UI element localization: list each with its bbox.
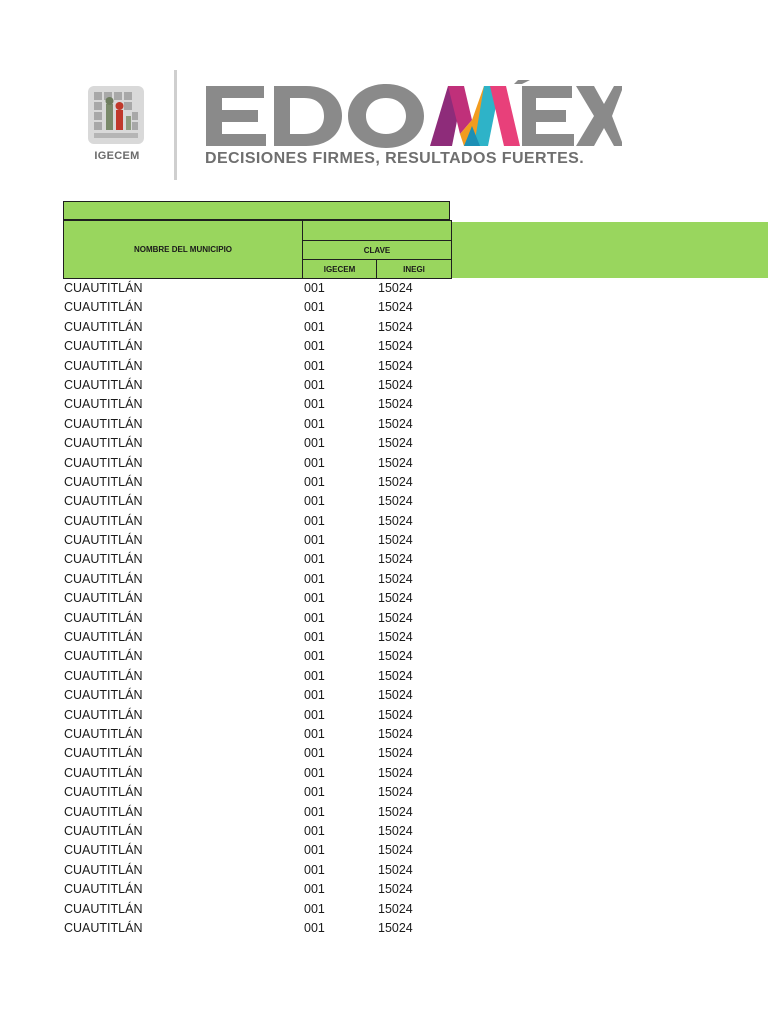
cell-municipio: CUAUTITLÁN [64, 726, 143, 741]
table-row [0, 841, 768, 860]
table-row [0, 589, 768, 608]
cell-igecem: 001 [304, 339, 325, 354]
cell-municipio: CUAUTITLÁN [64, 901, 143, 916]
table-row [0, 861, 768, 880]
cell-igecem: 001 [304, 862, 325, 877]
cell-inegi: 15024 [378, 668, 413, 683]
cell-municipio: CUAUTITLÁN [64, 533, 143, 548]
table-row [0, 570, 768, 589]
cell-igecem: 001 [304, 668, 325, 683]
cell-municipio: CUAUTITLÁN [64, 339, 143, 354]
cell-igecem: 001 [304, 785, 325, 800]
cell-inegi: 15024 [378, 281, 413, 295]
cell-inegi: 15024 [378, 533, 413, 548]
column-header-clave: CLAVE [302, 240, 452, 260]
cell-igecem: 001 [304, 649, 325, 664]
cell-igecem: 001 [304, 804, 325, 819]
table-row [0, 706, 768, 725]
cell-municipio: CUAUTITLÁN [64, 571, 143, 586]
cell-municipio: CUAUTITLÁN [64, 281, 143, 295]
table-row [0, 318, 768, 337]
cell-inegi: 15024 [378, 804, 413, 819]
edomex-tagline: DECISIONES FIRMES, RESULTADOS FUERTES. [205, 150, 585, 167]
cell-igecem: 001 [304, 494, 325, 509]
cell-igecem: 001 [304, 920, 325, 935]
table-row [0, 900, 768, 919]
table-row [0, 783, 768, 802]
cell-municipio: CUAUTITLÁN [64, 823, 143, 838]
igecem-logo-text: IGECEM [94, 150, 140, 162]
table-row [0, 376, 768, 395]
cell-igecem: 001 [304, 552, 325, 567]
table-row [0, 357, 768, 376]
cell-municipio: CUAUTITLÁN [64, 882, 143, 897]
column-header-municipio: NOMBRE DEL MUNICIPIO [63, 220, 303, 279]
cell-inegi: 15024 [378, 726, 413, 741]
cell-municipio: CUAUTITLÁN [64, 552, 143, 567]
table-row [0, 764, 768, 783]
cell-municipio: CUAUTITLÁN [64, 455, 143, 470]
igecem-emblem-icon [88, 86, 144, 144]
table-row [0, 512, 768, 531]
table-row [0, 454, 768, 473]
table-row [0, 434, 768, 453]
cell-municipio: CUAUTITLÁN [64, 785, 143, 800]
cell-inegi: 15024 [378, 474, 413, 489]
table-row [0, 919, 768, 938]
table-row [0, 725, 768, 744]
cell-inegi: 15024 [378, 765, 413, 780]
cell-igecem: 001 [304, 746, 325, 761]
cell-municipio: CUAUTITLÁN [64, 377, 143, 392]
cell-igecem: 001 [304, 474, 325, 489]
cell-inegi: 15024 [378, 358, 413, 373]
cell-inegi: 15024 [378, 416, 413, 431]
cell-municipio: CUAUTITLÁN [64, 746, 143, 761]
cell-municipio: CUAUTITLÁN [64, 765, 143, 780]
cell-municipio: CUAUTITLÁN [64, 436, 143, 451]
cell-municipio: CUAUTITLÁN [64, 707, 143, 722]
cell-inegi: 15024 [378, 843, 413, 858]
cell-inegi: 15024 [378, 707, 413, 722]
edomex-logo [202, 76, 622, 176]
cell-municipio: CUAUTITLÁN [64, 649, 143, 664]
table-row [0, 492, 768, 511]
table-row [0, 667, 768, 686]
cell-inegi: 15024 [378, 571, 413, 586]
table-row [0, 337, 768, 356]
table-row [0, 609, 768, 628]
cell-inegi: 15024 [378, 785, 413, 800]
cell-igecem: 001 [304, 630, 325, 645]
cell-municipio: CUAUTITLÁN [64, 494, 143, 509]
cell-municipio: CUAUTITLÁN [64, 862, 143, 877]
column-header-igecem: IGECEM [302, 259, 377, 279]
cell-igecem: 001 [304, 707, 325, 722]
table-row [0, 686, 768, 705]
edomex-wordmark-icon [202, 76, 622, 148]
cell-inegi: 15024 [378, 436, 413, 451]
cell-municipio: CUAUTITLÁN [64, 610, 143, 625]
column-header-blank [302, 220, 452, 241]
table-row [0, 880, 768, 899]
cell-municipio: CUAUTITLÁN [64, 513, 143, 528]
cell-inegi: 15024 [378, 882, 413, 897]
cell-igecem: 001 [304, 610, 325, 625]
cell-municipio: CUAUTITLÁN [64, 630, 143, 645]
table-row [0, 279, 768, 298]
cell-municipio: CUAUTITLÁN [64, 804, 143, 819]
cell-inegi: 15024 [378, 552, 413, 567]
cell-inegi: 15024 [378, 377, 413, 392]
cell-inegi: 15024 [378, 513, 413, 528]
cell-igecem: 001 [304, 765, 325, 780]
table-row [0, 415, 768, 434]
cell-inegi: 15024 [378, 610, 413, 625]
cell-igecem: 001 [304, 688, 325, 703]
table-row [0, 550, 768, 569]
column-header-inegi: INEGI [376, 259, 452, 279]
table-row [0, 473, 768, 492]
cell-municipio: CUAUTITLÁN [64, 397, 143, 412]
cell-igecem: 001 [304, 823, 325, 838]
cell-igecem: 001 [304, 319, 325, 334]
cell-igecem: 001 [304, 455, 325, 470]
cell-inegi: 15024 [378, 823, 413, 838]
cell-inegi: 15024 [378, 319, 413, 334]
cell-municipio: CUAUTITLÁN [64, 300, 143, 315]
cell-igecem: 001 [304, 358, 325, 373]
cell-municipio: CUAUTITLÁN [64, 416, 143, 431]
cell-inegi: 15024 [378, 920, 413, 935]
cell-inegi: 15024 [378, 901, 413, 916]
cell-inegi: 15024 [378, 591, 413, 606]
cell-igecem: 001 [304, 377, 325, 392]
table-row [0, 298, 768, 317]
cell-igecem: 001 [304, 436, 325, 451]
cell-municipio: CUAUTITLÁN [64, 668, 143, 683]
cell-igecem: 001 [304, 726, 325, 741]
cell-inegi: 15024 [378, 300, 413, 315]
cell-igecem: 001 [304, 397, 325, 412]
cell-inegi: 15024 [378, 688, 413, 703]
cell-municipio: CUAUTITLÁN [64, 591, 143, 606]
table-row [0, 395, 768, 414]
cell-igecem: 001 [304, 416, 325, 431]
cell-inegi: 15024 [378, 397, 413, 412]
cell-municipio: CUAUTITLÁN [64, 319, 143, 334]
cell-inegi: 15024 [378, 630, 413, 645]
cell-inegi: 15024 [378, 862, 413, 877]
table-body [0, 279, 768, 938]
cell-municipio: CUAUTITLÁN [64, 688, 143, 703]
cell-inegi: 15024 [378, 339, 413, 354]
header-fill-band [452, 222, 768, 278]
cell-municipio: CUAUTITLÁN [64, 843, 143, 858]
cell-municipio: CUAUTITLÁN [64, 474, 143, 489]
table-row [0, 803, 768, 822]
cell-igecem: 001 [304, 843, 325, 858]
logo-divider [174, 70, 177, 180]
cell-igecem: 001 [304, 901, 325, 916]
cell-igecem: 001 [304, 300, 325, 315]
cell-inegi: 15024 [378, 746, 413, 761]
table-row [0, 822, 768, 841]
cell-inegi: 15024 [378, 494, 413, 509]
cell-igecem: 001 [304, 571, 325, 586]
table-title-band [63, 201, 450, 220]
cell-igecem: 001 [304, 882, 325, 897]
cell-igecem: 001 [304, 281, 325, 295]
cell-igecem: 001 [304, 533, 325, 548]
table-row [0, 628, 768, 647]
table-row [0, 744, 768, 763]
table-row [0, 531, 768, 550]
igecem-logo [84, 84, 150, 176]
cell-igecem: 001 [304, 513, 325, 528]
cell-igecem: 001 [304, 591, 325, 606]
cell-inegi: 15024 [378, 649, 413, 664]
cell-municipio: CUAUTITLÁN [64, 920, 143, 935]
cell-inegi: 15024 [378, 455, 413, 470]
cell-municipio: CUAUTITLÁN [64, 358, 143, 373]
table-row [0, 647, 768, 666]
